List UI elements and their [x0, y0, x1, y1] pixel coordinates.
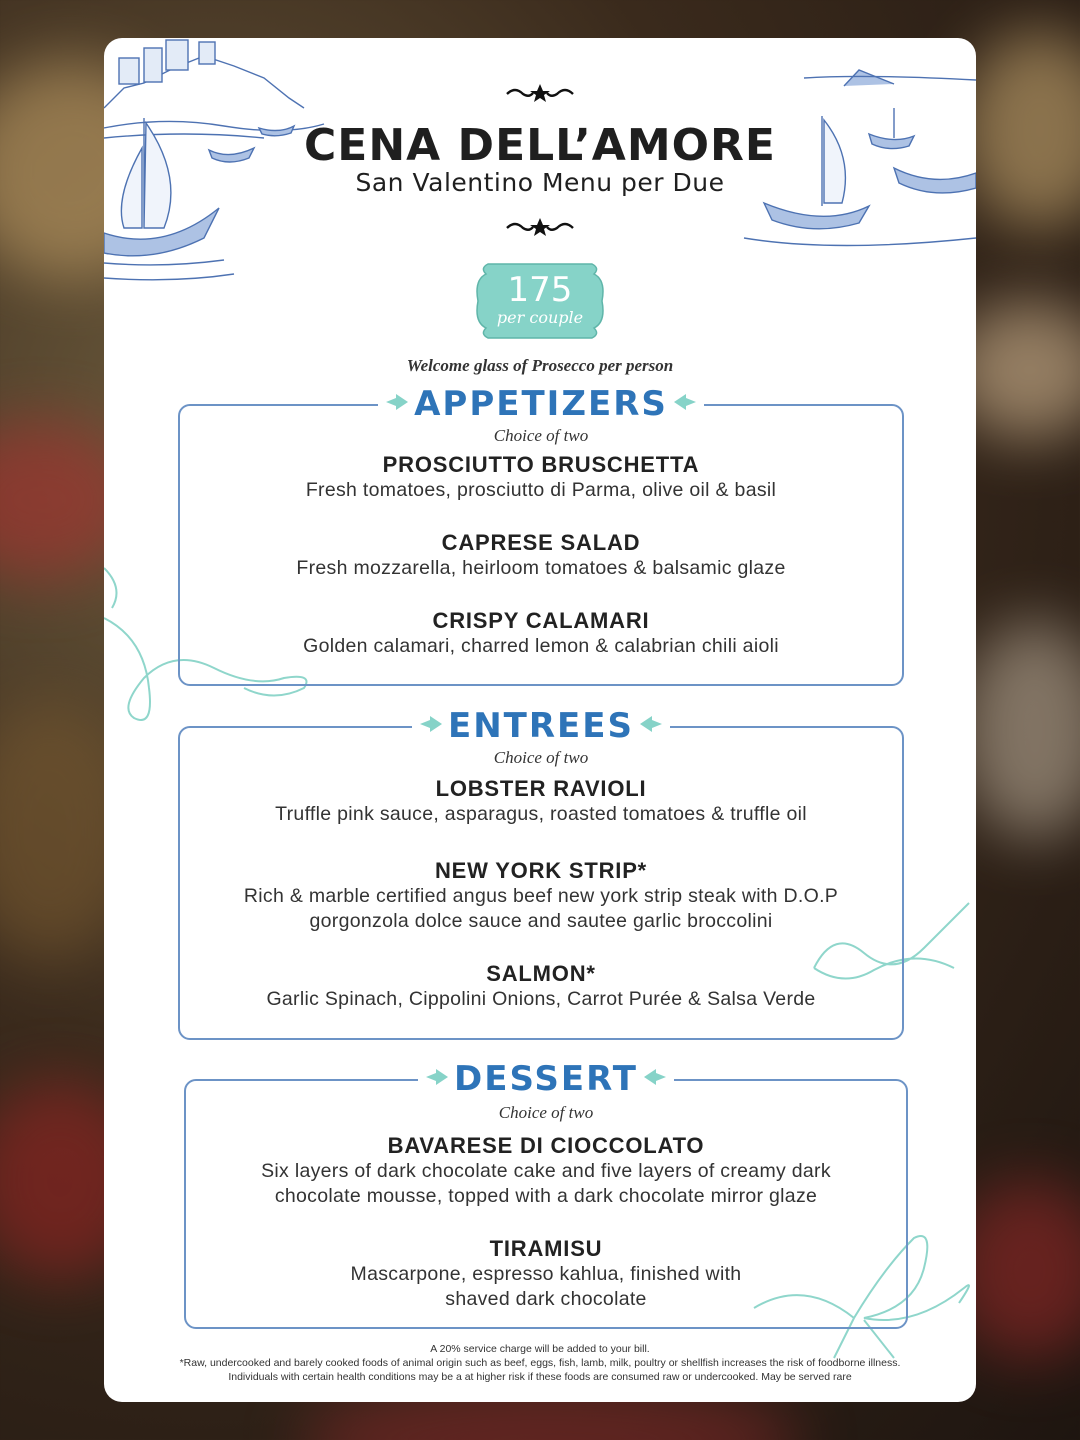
diamond-arrow-icon — [426, 1069, 448, 1090]
item-description: Fresh mozzarella, heirloom tomatoes & balsamic glaze — [296, 557, 786, 579]
footer-disclaimer — [104, 1342, 976, 1384]
section-title: DESSERT — [454, 1059, 638, 1099]
choice-note: Choice of two — [498, 1103, 594, 1122]
item-name: BAVARESE DI CIOCCOLATO — [387, 1133, 705, 1158]
diamond-arrow-icon — [640, 716, 662, 737]
diamond-arrow-icon — [644, 1069, 666, 1090]
item-name: PROSCIUTTO BRUSCHETTA — [382, 452, 700, 477]
item-description: Fresh tomatoes, prosciutto di Parma, olive oil & basil — [305, 479, 777, 501]
item-description: Garlic Spinach, Cippolini Onions, Carrot Purée & Salsa Verde — [266, 988, 816, 1010]
welcome-note: Welcome glass of Prosecco per person — [406, 356, 674, 375]
price-badge — [474, 260, 606, 342]
item-name: TIRAMISU — [489, 1236, 603, 1261]
menu-item — [180, 776, 902, 827]
menu-item — [180, 530, 902, 581]
menu-title: CENA DELL’AMORE — [304, 120, 776, 171]
price-amount: 175 — [507, 270, 573, 310]
appetizers-section — [178, 384, 904, 686]
menu-item — [186, 1236, 906, 1312]
item-description: Six layers of dark chocolate cake and five layers of creamy dark chocolate mousse, topped with a dark chocolate mirror glaze — [261, 1160, 831, 1207]
diamond-arrow-icon — [386, 394, 408, 415]
menu-subtitle: San Valentino Menu per Due — [355, 168, 725, 197]
dessert-section — [184, 1059, 908, 1329]
choice-note: Choice of two — [493, 748, 589, 767]
diamond-arrow-icon — [674, 394, 696, 415]
health-warning: *Raw, undercooked and barely cooked foods of animal origin such as beef, eggs, fish, lamb, milk, poultry or shellfish increases the risk of foodborne illness. — [179, 1357, 901, 1369]
item-name: NEW YORK STRIP* — [434, 858, 648, 883]
diamond-arrow-icon — [420, 716, 442, 737]
section-title: APPETIZERS — [414, 384, 668, 424]
menu-item — [186, 1133, 906, 1209]
menu-item — [180, 452, 902, 503]
item-name: CRISPY CALAMARI — [432, 608, 650, 633]
item-description: Truffle pink sauce, asparagus, roasted tomatoes & truffle oil — [275, 803, 807, 825]
menu-item — [180, 858, 902, 934]
entrees-section — [178, 706, 904, 1040]
choice-note: Choice of two — [493, 426, 589, 445]
star-ornament-icon — [104, 82, 976, 104]
menu-card — [104, 38, 976, 1402]
menu-item — [180, 608, 902, 659]
service-charge-note: A 20% service charge will be added to your bill. — [430, 1343, 650, 1355]
item-description: Golden calamari, charred lemon & calabrian chili aioli — [303, 635, 779, 657]
price-note: per couple — [496, 308, 584, 327]
health-warning-continued: Individuals with certain health conditions may be a at higher risk if these foods are consumed raw or undercooked. May be served rare — [228, 1371, 852, 1383]
item-name: CAPRESE SALAD — [441, 530, 641, 555]
item-description: Mascarpone, espresso kahlua, finished with shaved dark chocolate — [350, 1263, 742, 1310]
star-ornament-icon — [104, 216, 976, 238]
item-name: SALMON* — [486, 961, 596, 986]
section-title: ENTREES — [448, 706, 634, 746]
item-name: LOBSTER RAVIOLI — [435, 776, 647, 801]
item-description: Rich & marble certified angus beef new york strip steak with D.O.P gorgonzola dolce sauce and sautee garlic broccolini — [243, 885, 839, 932]
menu-item — [180, 961, 902, 1012]
